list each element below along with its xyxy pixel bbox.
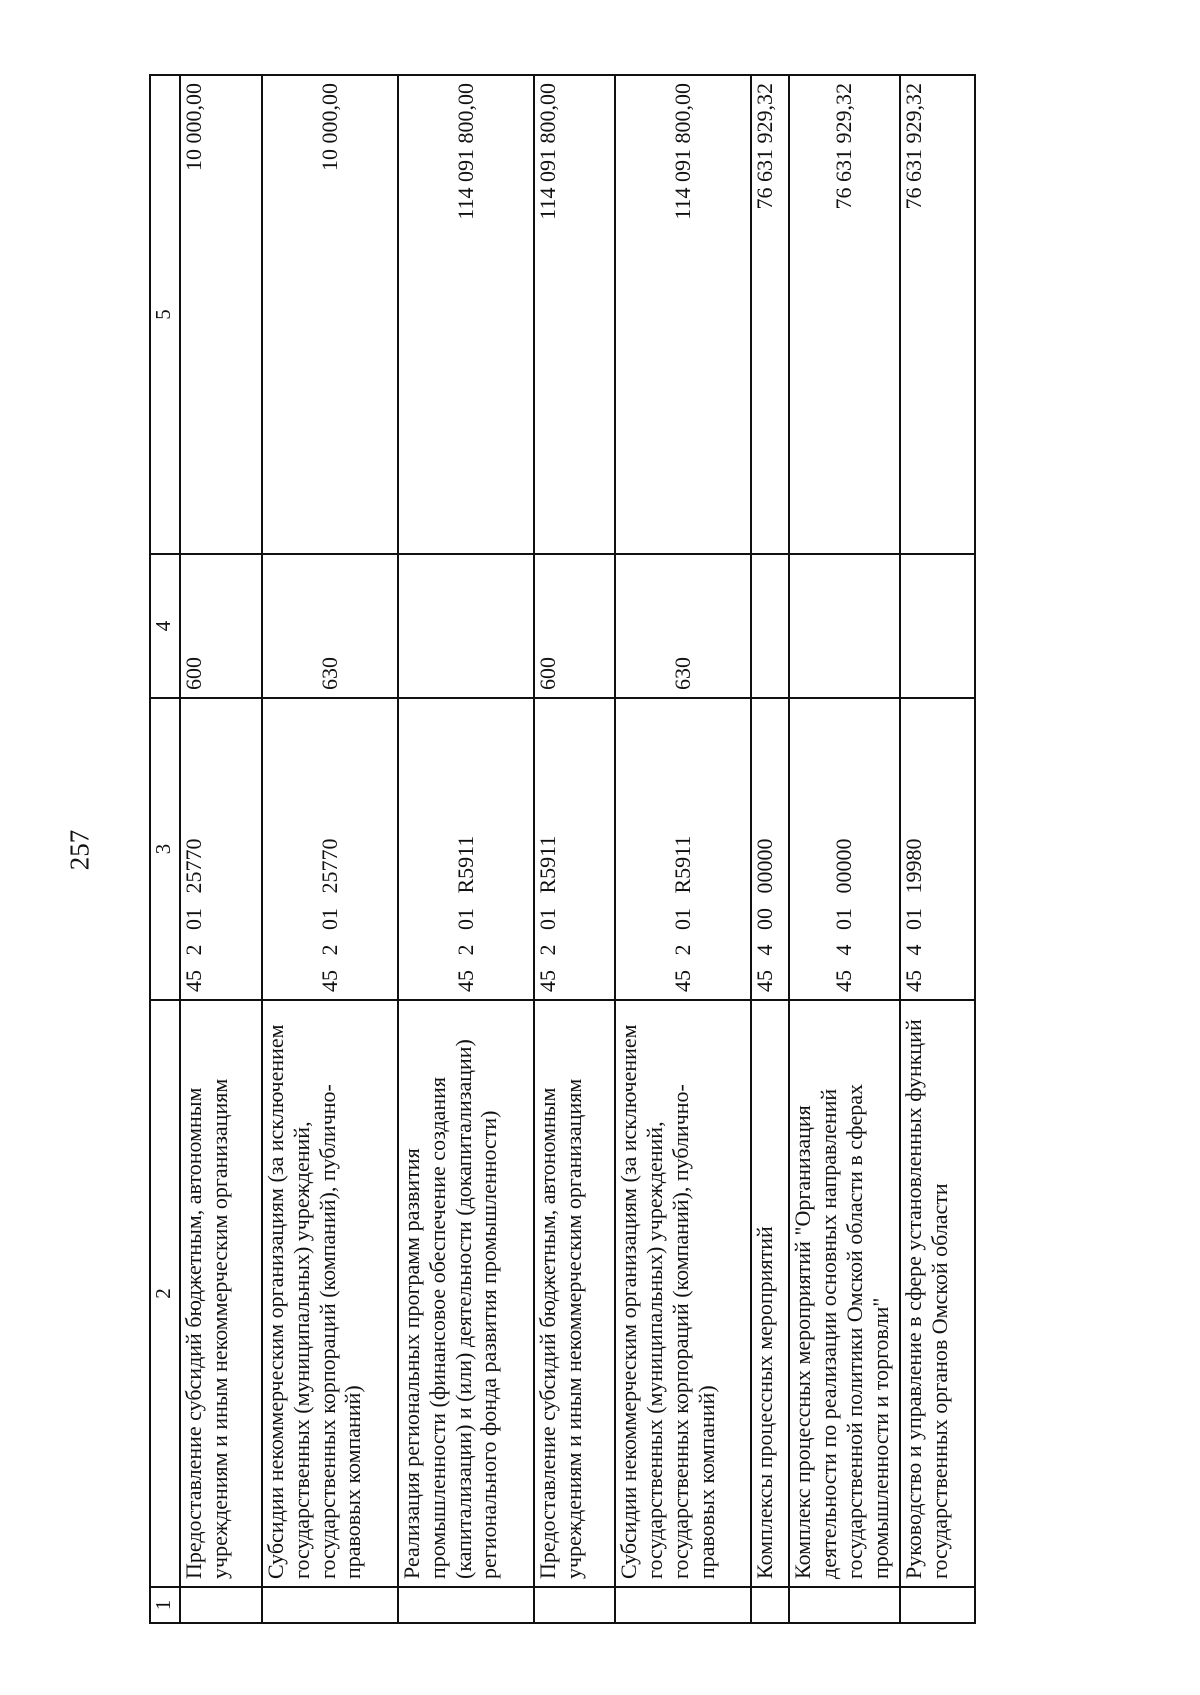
- amount: 76 631 929,32: [789, 75, 900, 554]
- row-number: [751, 1587, 789, 1623]
- expense-name: Руководство и управление в сфере установленных функций государственных органов Омской области: [900, 1000, 975, 1587]
- expense-name: Предоставление субсидий бюджетным, автономным учреждениям и иным некоммерческим организациям: [534, 1000, 616, 1587]
- expense-type: [751, 554, 789, 698]
- expense-name: Предоставление субсидий бюджетным, автономным учреждениям и иным некоммерческим организациям: [180, 1000, 262, 1587]
- row-number: [615, 1587, 751, 1623]
- table-row: [789, 75, 900, 1623]
- expense-name: Субсидии некоммерческим организациям (за исключением государственных (муниципальных) учреждений, государственных корпораций (компаний), публично-правовых компаний): [262, 1000, 398, 1587]
- expense-type: 600: [180, 554, 262, 698]
- amount: 76 631 929,32: [751, 75, 789, 554]
- table-row: [180, 75, 262, 1623]
- target-code: 45 2 01 R5911: [615, 698, 751, 1000]
- expense-name: Реализация региональных программ развития промышленности (финансовое обеспечение создания (капитализации) и (или) деятельности (докапитализации) регионального фонда развития промышленности): [398, 1000, 534, 1587]
- table-row: [262, 75, 398, 1623]
- expense-type: 600: [534, 554, 616, 698]
- row-number: [262, 1587, 398, 1623]
- amount: 76 631 929,32: [900, 75, 975, 554]
- target-code: 45 4 01 19980: [900, 698, 975, 1000]
- amount: 10 000,00: [262, 75, 398, 554]
- column-header-1: 1: [150, 1587, 180, 1623]
- row-number: [900, 1587, 975, 1623]
- column-header-2: 2: [150, 1000, 180, 1587]
- expense-type: [398, 554, 534, 698]
- expense-type: [789, 554, 900, 698]
- amount: 114 091 800,00: [615, 75, 751, 554]
- rotated-table-container: [149, 76, 976, 1624]
- amount: 114 091 800,00: [398, 75, 534, 554]
- page-number: 257: [64, 829, 95, 871]
- expense-type: [900, 554, 975, 698]
- expense-name: Комплексы процессных мероприятий: [751, 1000, 789, 1587]
- table-row: [615, 75, 751, 1623]
- target-code: 45 4 00 00000: [751, 698, 789, 1000]
- target-code: 45 2 01 25770: [262, 698, 398, 1000]
- table-row: [900, 75, 975, 1623]
- amount: 10 000,00: [180, 75, 262, 554]
- column-header-5: 5: [150, 75, 180, 554]
- budget-table: [149, 74, 976, 1624]
- row-number: [789, 1587, 900, 1623]
- expense-type: 630: [262, 554, 398, 698]
- column-header-4: 4: [150, 554, 180, 698]
- row-number: [398, 1587, 534, 1623]
- header-row: [150, 75, 180, 1623]
- table-row: [534, 75, 616, 1623]
- expense-name: Субсидии некоммерческим организациям (за исключением государственных (муниципальных) учреждений, государственных корпораций (компаний), публично-правовых компаний): [615, 1000, 751, 1587]
- column-header-3: 3: [150, 698, 180, 1000]
- target-code: 45 2 01 R5911: [534, 698, 616, 1000]
- amount: 114 091 800,00: [534, 75, 616, 554]
- expense-name: Комплекс процессных мероприятий "Организация деятельности по реализации основных направлений государственной политики Омской области в сферах промышленности и торговли": [789, 1000, 900, 1587]
- table-row: [398, 75, 534, 1623]
- row-number: [534, 1587, 616, 1623]
- expense-type: 630: [615, 554, 751, 698]
- row-number: [180, 1587, 262, 1623]
- table-row: [751, 75, 789, 1623]
- target-code: 45 4 01 00000: [789, 698, 900, 1000]
- target-code: 45 2 01 25770: [180, 698, 262, 1000]
- target-code: 45 2 01 R5911: [398, 698, 534, 1000]
